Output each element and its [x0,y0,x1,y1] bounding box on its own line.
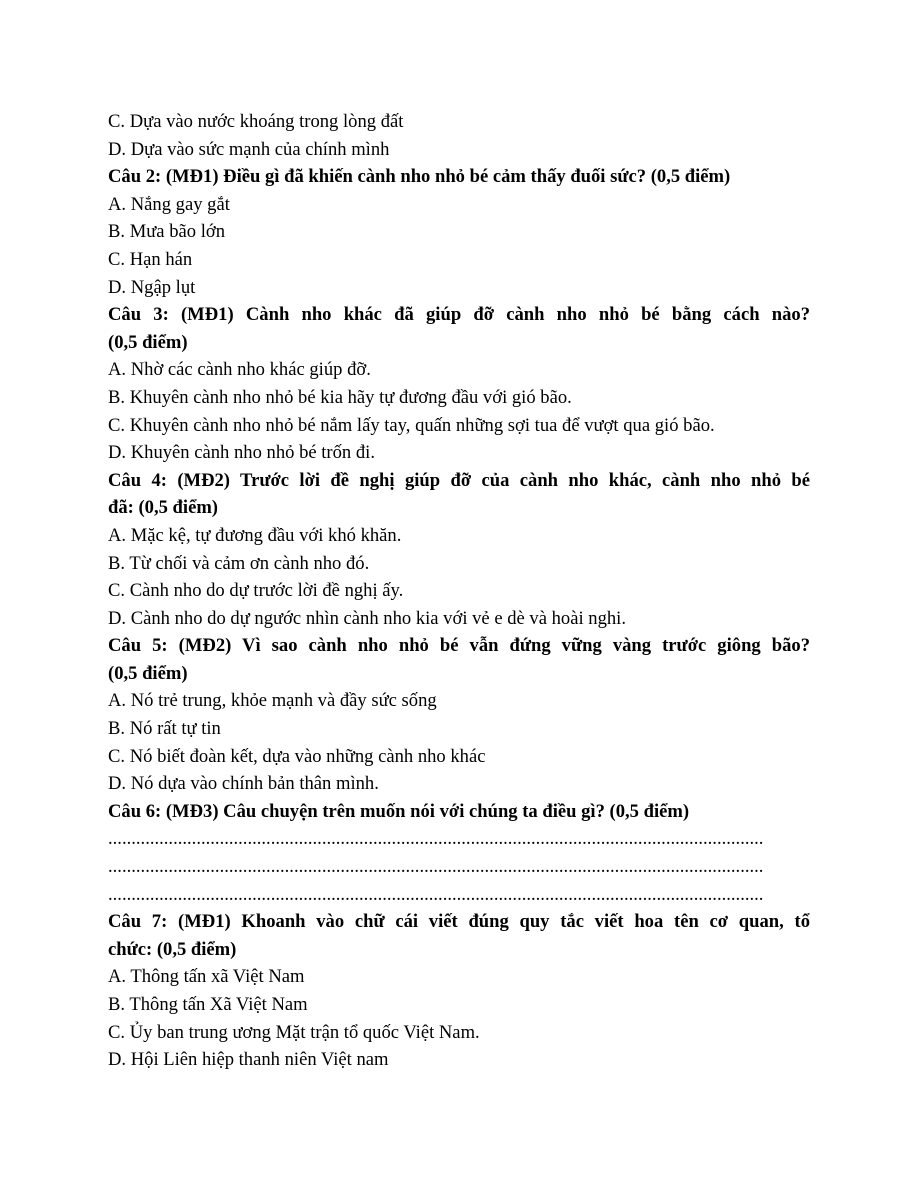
q2-option-a: A. Nắng gay gắt [108,193,230,215]
q7-option-d[interactable]: D. Hội Liên hiệp thanh niên Việt nam [108,1049,389,1071]
question-3-title-line1: Câu 3: (MĐ1) Cành nho khác đã giúp đỡ cành nho nhỏ bé bằng cách nào? [108,304,810,326]
question-7-title-line1: Câu 7: (MĐ1) Khoanh vào chữ cái viết đúng quy tắc viết hoa tên cơ quan, tổ [108,911,810,933]
question-3-title-line2: (0,5 điểm) [108,331,188,353]
q7-option-b[interactable]: B. Thông tấn Xã Việt Nam [108,994,308,1015]
worksheet-page [108,108,810,1074]
q3-option-c: C. Khuyên cành nho nhỏ bé nắm lấy tay, quấn những sợi tua để vượt qua gió bão. [108,414,715,436]
q5-option-c: C. Nó biết đoàn kết, dựa vào những cành nho khác [108,745,486,767]
answer-line-1[interactable]: ............................................................................................................................................. [108,828,764,850]
question-2-title: Câu 2: (MĐ1) Điều gì đã khiến cành nho nhỏ bé cảm thấy đuối sức? (0,5 điểm) [108,166,731,188]
question-4-title-line2: đã: (0,5 điểm) [108,497,219,519]
question-5-title-line1: Câu 5: (MĐ2) Vì sao cành nho nhỏ bé vẫn đứng vững vàng trước giông bão? [108,635,810,657]
q5-option-a: A. Nó trẻ trung, khỏe mạnh và đầy sức sống [108,690,437,712]
option-c-q1: C. Dựa vào nước khoáng trong lòng đất [108,111,404,132]
answer-line-2[interactable]: ............................................................................................................................................. [108,856,764,878]
answer-line-3[interactable]: ............................................................................................................................................. [108,883,764,905]
q3-option-b: B. Khuyên cành nho nhỏ bé kia hãy tự đương đầu với gió bão. [108,386,572,408]
question-7-title-line2: chức: (0,5 điểm) [108,938,237,960]
option-d-q1: D. Dựa vào sức mạnh của chính mình [108,138,390,160]
q4-option-d: D. Cành nho do dự ngước nhìn cành nho kia với vẻ e dè và hoài nghi. [108,607,626,629]
q4-option-a: A. Mặc kệ, tự đương đầu với khó khăn. [108,524,402,546]
q5-option-d: D. Nó dựa vào chính bản thân mình. [108,773,379,795]
q4-option-c: C. Cành nho do dự trước lời đề nghị ấy. [108,580,404,602]
q7-option-a[interactable]: A. Thông tấn xã Việt Nam [108,966,305,988]
question-5-title-line2: (0,5 điểm) [108,662,188,684]
q4-option-b: B. Từ chối và cảm ơn cành nho đó. [108,552,370,574]
q5-option-b: B. Nó rất tự tin [108,718,221,740]
q2-option-c: C. Hạn hán [108,248,193,270]
q7-option-c[interactable]: C. Ủy ban trung ương Mặt trận tổ quốc Việt Nam. [108,1021,480,1043]
question-4-title-line1: Câu 4: (MĐ2) Trước lời đề nghị giúp đỡ của cành nho khác, cành nho nhỏ bé [108,469,810,491]
q3-option-a: A. Nhờ các cành nho khác giúp đỡ. [108,359,371,381]
q3-option-d: D. Khuyên cành nho nhỏ bé trốn đi. [108,442,375,464]
q2-option-d: D. Ngập lụt [108,276,196,298]
question-6-title: Câu 6: (MĐ3) Câu chuyện trên muốn nói với chúng ta điều gì? (0,5 điểm) [108,800,690,822]
q2-option-b: B. Mưa bão lớn [108,221,226,243]
